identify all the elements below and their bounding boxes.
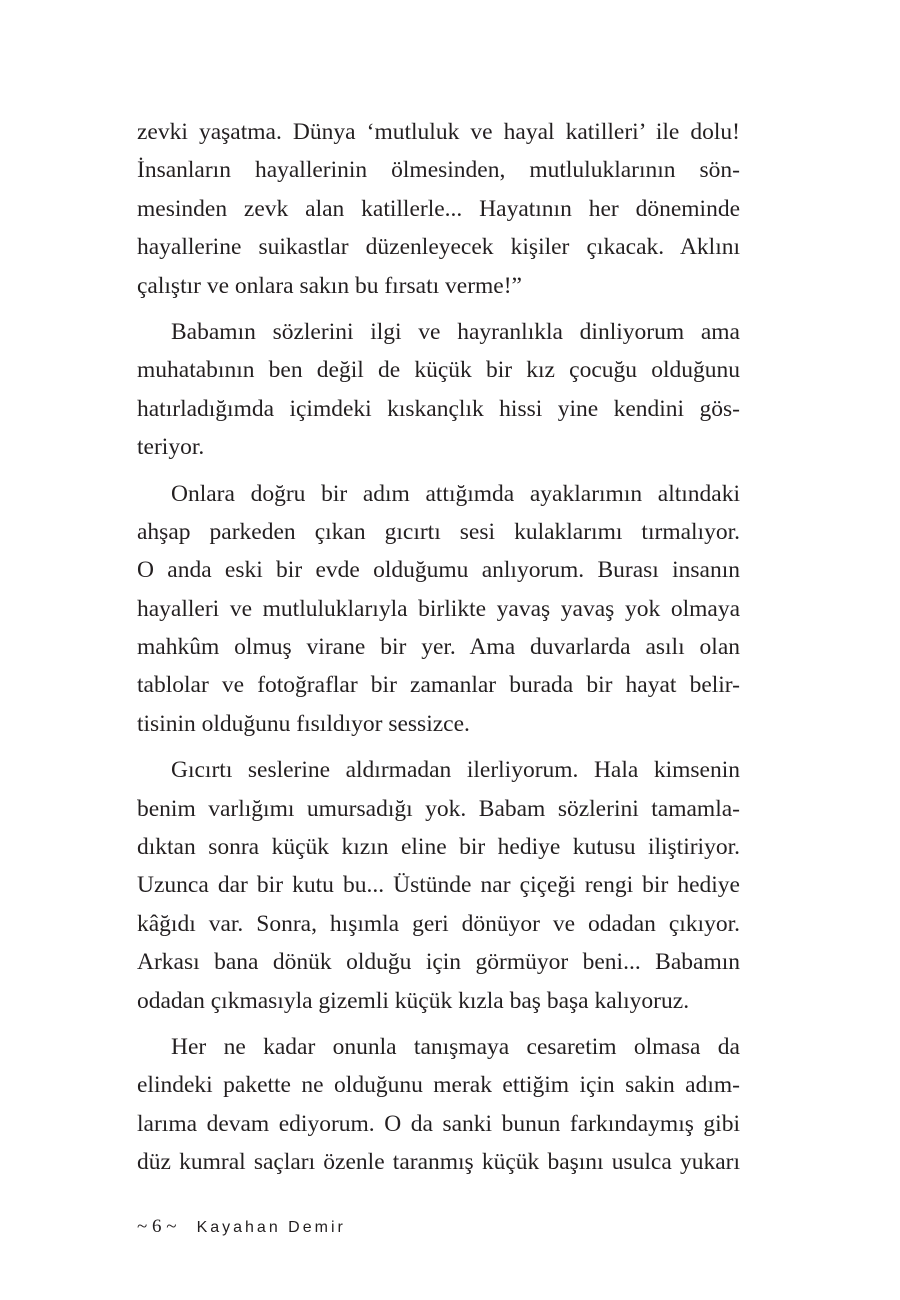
body-text [137, 113, 740, 1182]
text-line: O anda eski bir evde olduğumu anlıyorum. Burası insanın [137, 557, 740, 584]
text-line: hatırladığımda içimdeki kıskançlık hissi yine kendini gös- [137, 395, 740, 422]
text-line: mesinden zevk alan katillerle... Hayatının her döneminde [137, 195, 740, 222]
text-line: zevki yaşatma. Dünya ‘mutluluk ve hayal katilleri’ ile dolu! [137, 119, 740, 145]
text-line: Her ne kadar onunla tanışmaya cesaretim olmasa da [171, 1033, 740, 1060]
text-line: tablolar ve fotoğraflar bir zamanlar burada bir hayat belir- [137, 672, 740, 699]
page-number: ~ 6 ~ [137, 1216, 177, 1237]
text-line: ahşap parkeden çıkan gıcırtı sesi kulaklarımı tırmalıyor. [137, 518, 740, 545]
text-line: hayallerine suikastlar düzenleyecek kişiler çıkacak. Aklını [137, 234, 740, 261]
text-line: Gıcırtı seslerine aldırmadan ilerliyorum. Hala kimsenin [171, 757, 740, 784]
text-line: teriyor. [137, 434, 205, 461]
text-line: Uzunca dar bir kutu bu... Üstünde nar çiçeği rengi bir hediye [137, 872, 740, 899]
paragraph-1 [137, 113, 740, 305]
text-line: İnsanların hayallerinin ölmesinden, mutluluklarının sön- [137, 157, 740, 184]
paragraph-gap [137, 467, 740, 475]
text-line: elindeki pakette ne olduğunu merak ettiğim için sakin adım- [137, 1072, 740, 1099]
text-line: dıktan sonra küçük kızın eline bir hediye kutusu iliştiriyor. [137, 834, 740, 861]
paragraph-5 [137, 1028, 740, 1182]
text-line: muhatabının ben değil de küçük bir kız çocuğu olduğunu [137, 357, 740, 384]
text-line: düz kumral saçları özenle taranmış küçük başını usulca yukarı [137, 1149, 740, 1176]
paragraph-2 [137, 313, 740, 467]
text-line: mahkûm olmuş virane bir yer. Ama duvarlarda asılı olan [137, 634, 740, 661]
text-line: benim varlığımı umursadığı yok. Babam sözlerini tamamla- [137, 795, 740, 822]
paragraph-4 [137, 751, 740, 1020]
text-line: çalıştır ve onlara sakın bu fırsatı verme!” [137, 272, 522, 299]
text-line: Arkası bana dönük olduğu için görmüyor beni... Babamın [137, 949, 740, 976]
text-line: hayalleri ve mutluluklarıyla birlikte yavaş yavaş yok olmaya [137, 595, 740, 622]
author-name: Kayahan Demir [196, 1219, 346, 1236]
paragraph-3 [137, 475, 740, 744]
text-line: Onlara doğru bir adım attığımda ayaklarımın altındaki [171, 480, 740, 507]
paragraph-gap [137, 743, 740, 751]
text-line: tisinin olduğunu fısıldıyor sessizce. [137, 710, 470, 737]
page-footer [137, 1214, 346, 1240]
text-line: kâğıdı var. Sonra, hışımla geri dönüyor ve odadan çıkıyor. [137, 910, 740, 937]
text-line: larıma devam ediyorum. O da sanki bunun farkındaymış gibi [137, 1110, 740, 1137]
text-line: odadan çıkmasıyla gizemli küçük kızla baş başa kalıyoruz. [137, 987, 690, 1014]
text-line: Babamın sözlerini ilgi ve hayranlıkla dinliyorum ama [171, 318, 740, 345]
paragraph-gap [137, 1020, 740, 1028]
paragraph-gap [137, 305, 740, 313]
